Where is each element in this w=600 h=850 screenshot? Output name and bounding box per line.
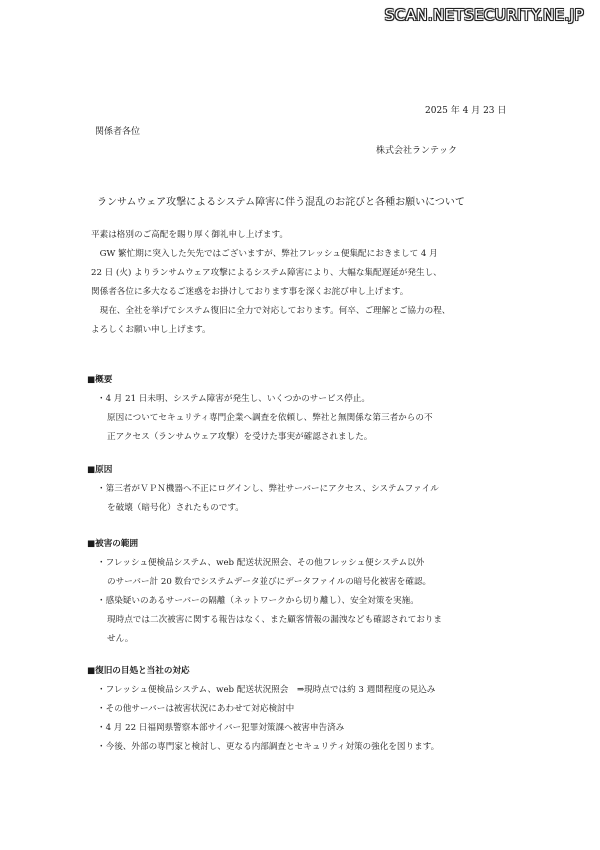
body-line: よろしくお願い申し上げます。 bbox=[91, 325, 211, 335]
section-title: ■原因 bbox=[87, 465, 113, 475]
body-line: 22 日 (火) よりランサムウェア攻撃によるシステム障害により、大幅な集配遅延が発生し、 bbox=[91, 268, 442, 278]
section-recovery bbox=[87, 662, 537, 757]
company-name: 株式会社ランテック bbox=[376, 146, 458, 156]
section-cause bbox=[87, 461, 537, 518]
section-line: 原因についてセキュリティ専門企業へ調査を依頼し、弊社と無関係な第三者からの不 bbox=[107, 413, 433, 423]
addressee: 関係者各位 bbox=[95, 127, 141, 137]
section-line: ・その他サーバーは被害状況にあわせて対応検討中 bbox=[97, 704, 295, 714]
section-title: ■概要 bbox=[87, 375, 113, 385]
section-line: せん。 bbox=[107, 634, 134, 644]
section-overview bbox=[87, 371, 537, 447]
section-line: ・第三者がＶＰＮ機器へ不正にログインし、弊社サーバーにアクセス、システムファイル bbox=[97, 484, 439, 494]
body-line: 関係者各位に多大なるご迷惑をお掛けしております事を深くお詫び申し上げます。 bbox=[91, 287, 409, 297]
section-line: 現時点では二次被害に関する報告はなく、また顧客情報の漏洩なども確認されておりま bbox=[107, 615, 442, 625]
section-line: ・感染疑いのあるサーバーの隔離（ネットワークから切り離し）、安全対策を実施。 bbox=[97, 596, 419, 606]
document-date: 2025 年 4 月 23 日 bbox=[425, 106, 507, 116]
section-line: ・4 月 21 日未明、システム障害が発生し、いくつかのサービス停止。 bbox=[97, 394, 370, 404]
section-damage-scope bbox=[87, 535, 537, 649]
document-subject: ランサムウェア攻撃によるシステム障害に伴う混乱のお詫びと各種お願いについて bbox=[97, 197, 465, 208]
body-line: GW 繁忙期に突入した矢先ではございますが、弊社フレッシュ便集配におきまして 4 月 bbox=[91, 249, 438, 259]
body-line: 現在、全社を挙げてシステム復旧に全力で対応しております。何卒、ご理解とご協力の程、 bbox=[91, 306, 451, 316]
section-title: ■被害の範囲 bbox=[87, 539, 139, 549]
section-line: ・4 月 22 日福岡県警察本部サイバー犯罪対策課へ被害申告済み bbox=[97, 723, 345, 733]
section-line: ・フレッシュ便検品システム、web 配送状況照会 ⇒現時点では約 3 週間程度の見込み bbox=[97, 685, 436, 695]
section-line: のサーバー計 20 数台でシステムデータ並びにデータファイルの暗号化被害を確認。 bbox=[107, 577, 432, 587]
body-line: 平素は格別のご高配を賜り厚く御礼申し上げます。 bbox=[91, 230, 288, 240]
section-title: ■復旧の目処と当社の対応 bbox=[87, 666, 190, 676]
section-line: を破壊（暗号化）されたものです。 bbox=[107, 503, 244, 513]
section-line: ・今後、外部の専門家と検討し、更なる内部調査とセキュリティ対策の強化を図ります。 bbox=[97, 742, 440, 752]
watermark: SCAN.NETSECURITY.NE.JP bbox=[384, 6, 584, 24]
section-line: 正アクセス（ランサムウェア攻撃）を受けた事実が確認されました。 bbox=[107, 432, 373, 442]
section-line: ・フレッシュ便検品システム、web 配送状況照会、その他フレッシュ便システム以外 bbox=[97, 558, 425, 568]
greeting-body bbox=[91, 226, 531, 340]
